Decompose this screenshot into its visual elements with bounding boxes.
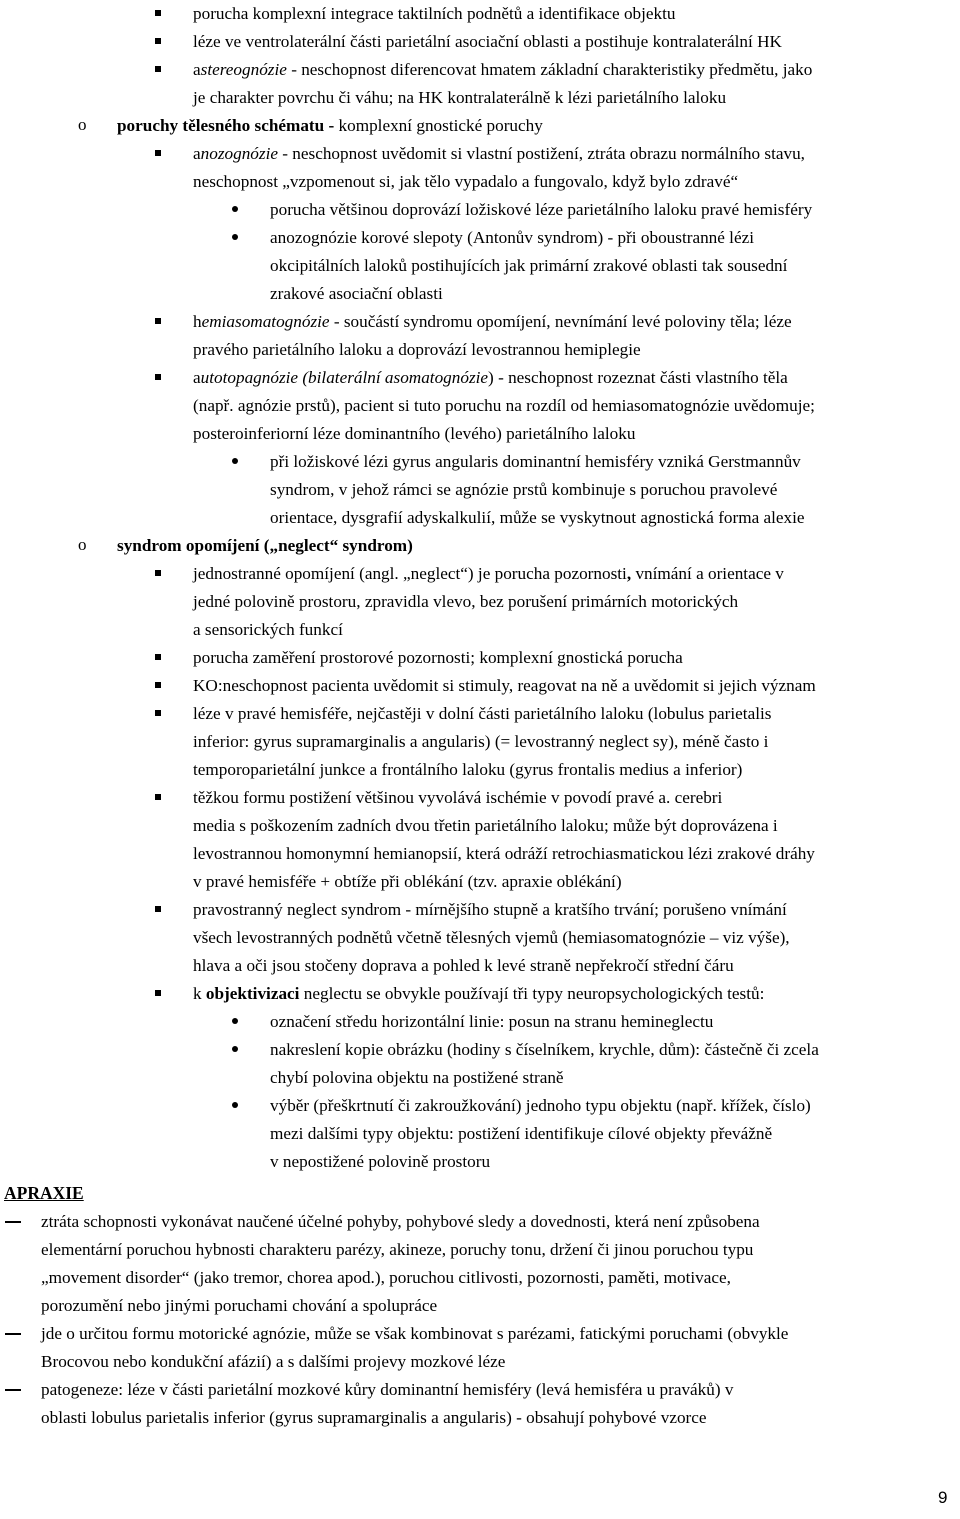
square-bullet: [155, 990, 161, 996]
round-bullet: [232, 458, 238, 464]
text-line: výběr (přeškrtnutí či zakroužkování) jednoho typu objektu (např. křížek, číslo): [270, 1096, 811, 1115]
text-line: označení středu horizontální linie: posun na stranu hemineglectu: [270, 1012, 714, 1031]
square-bullet: [155, 654, 161, 660]
text-line: je charakter povrchu či váhu; na HK kontralaterálně k lézi parietálního laloku: [193, 88, 727, 107]
text-line: porucha komplexní integrace taktilních podnětů a identifikace objektu: [193, 4, 676, 23]
square-bullet: [155, 906, 161, 912]
square-bullet: [155, 682, 161, 688]
text-line: neschopnost „vzpomenout si, jak tělo vypadalo a fungovalo, když bylo zdravé“: [193, 172, 739, 191]
square-bullet: [155, 38, 161, 44]
section-heading: syndrom opomíjení („neglect“ syndrom): [117, 536, 413, 555]
square-bullet: [155, 318, 161, 324]
square-bullet: [155, 710, 161, 716]
square-bullet: [155, 66, 161, 72]
text-line: jde o určitou formu motorické agnózie, může se však kombinovat s parézami, fatickými poruchami (obvykle: [41, 1324, 789, 1343]
text-line: porucha zaměření prostorové pozornosti; komplexní gnostická porucha: [193, 648, 683, 667]
text-line: (např. agnózie prstů), pacient si tuto poruchu na rozdíl od hemiasomatognózie uvědomuje;: [193, 396, 815, 415]
dash-bullet: [5, 1389, 21, 1391]
text-line: k objektivizaci neglectu se obvykle používají tři typy neuropsychologických testů:: [193, 984, 765, 1003]
text-line: anozognózie korové slepoty (Antonův syndrom) - při oboustranné lézi: [270, 228, 754, 247]
text-line: orientace, dysgrafií adyskalkulií, může se vyskytnout agnostická forma alexie: [270, 508, 805, 527]
text-line: v pravé hemisféře + obtíže při oblékání (tzv. apraxie oblékání): [193, 872, 622, 891]
text-line: těžkou formu postižení většinou vyvolává ischémie v povodí pravé a. cerebri: [193, 788, 723, 807]
round-bullet: [232, 206, 238, 212]
round-bullet: [232, 1102, 238, 1108]
text-line: autotopagnózie (bilaterální asomatognózie) - neschopnost rozeznat části vlastního těla: [193, 368, 788, 387]
text-line: temporoparietální junkce a frontálního laloku (gyrus frontalis medius a inferior): [193, 760, 743, 779]
square-bullet: [155, 570, 161, 576]
text-line: porucha většinou doprovází ložiskové léze parietálního laloku pravé hemisféry: [270, 200, 813, 219]
dash-bullet: [5, 1333, 21, 1335]
text-line: léze v pravé hemisféře, nejčastěji v dolní části parietálního laloku (lobulus parietalis: [193, 704, 772, 723]
text-line: chybí polovina objektu na postižené straně: [270, 1068, 564, 1087]
text-line: patogeneze: léze v části parietální mozkové kůry dominantní hemisféry (levá hemisféra u praváků) v: [41, 1380, 734, 1399]
text-line: anozognózie - neschopnost uvědomit si vlastní postižení, ztráta obrazu normálního stavu,: [193, 144, 805, 163]
text-line: ztráta schopnosti vykonávat naučené účelné pohyby, pohybové sledy a dovednosti, která není způsobena: [41, 1212, 760, 1231]
text-line: posteroinferiorní léze dominantního (levého) parietálního laloku: [193, 424, 636, 443]
text-line: elementární poruchou hybnosti charakteru parézy, akineze, poruchy tonu, držení či jinou poruchou typu: [41, 1240, 754, 1259]
text-line: mezi dalšími typy objektu: postižení identifikuje cílové objekty převážně: [270, 1124, 773, 1143]
text-line: astereognózie - neschopnost diferencovat hmatem základní charakteristiky předmětu, jako: [193, 60, 813, 79]
square-bullet: [155, 374, 161, 380]
text-line: KO:neschopnost pacienta uvědomit si stimuly, reagovat na ně a uvědomit si jejich význam: [193, 676, 816, 695]
round-bullet: [232, 234, 238, 240]
round-bullet: [232, 1018, 238, 1024]
text-line: zrakové asociační oblasti: [270, 284, 443, 303]
text-line: jednostranné opomíjení (angl. „neglect“) je porucha pozornosti, vnímání a orientace v: [193, 564, 784, 583]
square-bullet: [155, 10, 161, 16]
text-line: a sensorických funkcí: [193, 620, 343, 639]
round-bullet: [232, 1046, 238, 1052]
text-line: media s poškozením zadních dvou třetin parietálního laloku; může být doprovázena i: [193, 816, 778, 835]
text-line: Brocovou nebo kondukční afázií) a s dalšími projevy mozkové léze: [41, 1352, 506, 1371]
text-line: okcipitálních laloků postihujících jak primární zrakové oblasti tak sousední: [270, 256, 788, 275]
text-line: jedné polovině prostoru, zpravidla vlevo, bez porušení primárních motorických: [193, 592, 739, 611]
dash-bullet: [5, 1221, 21, 1223]
text-line: při ložiskové lézi gyrus angularis dominantní hemisféry vzniká Gerstmannův: [270, 452, 801, 471]
text-line: pravého parietálního laloku a doprovází levostrannou hemiplegie: [193, 340, 641, 359]
text-line: levostrannou homonymní hemianopsií, která odráží retrochiasmatickou lézi zrakové dráhy: [193, 844, 815, 863]
circle-bullet: o: [78, 115, 87, 134]
square-bullet: [155, 150, 161, 156]
square-bullet: [155, 794, 161, 800]
text-line: porozumění nebo jinými poruchami chování a spolupráce: [41, 1296, 438, 1315]
page-number: 9: [938, 1488, 948, 1507]
text-line: všech levostranných podnětů včetně tělesných vjemů (hemiasomatognózie – viz výše),: [193, 928, 790, 947]
text-line: hlava a oči jsou stočeny doprava a pohled k levé straně nepřekročí střední čáru: [193, 956, 734, 975]
text-line: oblasti lobulus parietalis inferior (gyrus supramarginalis a angularis) - obsahují pohybové vzorce: [41, 1408, 707, 1427]
text-line: inferior: gyrus supramarginalis a angularis) (= levostranný neglect sy), méně často i: [193, 732, 769, 751]
section-heading-apraxie: APRAXIE: [4, 1183, 84, 1203]
text-line: pravostranný neglect syndrom - mírnějšího stupně a kratšího trvání; porušeno vnímání: [193, 900, 787, 919]
text-line: léze ve ventrolaterální části parietální asociační oblasti a postihuje kontralaterální HK: [193, 32, 782, 51]
text-line: v nepostižené polovině prostoru: [270, 1152, 491, 1171]
circle-bullet: o: [78, 535, 87, 554]
text-line: syndrom, v jehož rámci se agnózie prstů kombinuje s poruchou pravolevé: [270, 480, 778, 499]
text-line: „movement disorder“ (jako tremor, chorea apod.), poruchou citlivosti, pozornosti, paměti, motivace,: [41, 1268, 731, 1287]
text-line: hemiasomatognózie - součástí syndromu opomíjení, nevnímání levé poloviny těla; léze: [193, 312, 792, 331]
text-line: nakreslení kopie obrázku (hodiny s číselníkem, krychle, dům): částečně či zcela: [270, 1040, 819, 1059]
text-line: poruchy tělesného schématu - komplexní gnostické poruchy: [117, 116, 543, 135]
